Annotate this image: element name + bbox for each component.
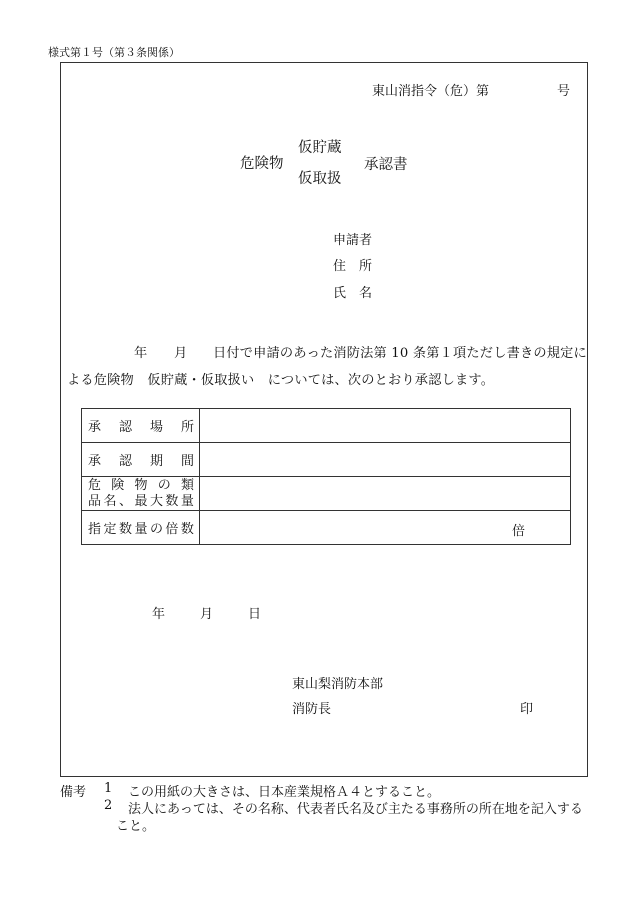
permit-number-prefix: 東山消指令（危）第 <box>372 84 490 99</box>
note-2-number: 2 <box>104 798 113 813</box>
goods-class-value <box>200 477 571 511</box>
date-day: 日 <box>248 607 262 622</box>
body-text-line1: 日付で申請のあった消防法第 10 条第１項ただし書きの規定に <box>213 346 587 361</box>
seal-mark: 印 <box>520 702 534 717</box>
approval-location-value <box>200 409 571 443</box>
note-1-text: この用紙の大きさは、日本産業規格Ａ４とすること。 <box>128 785 441 800</box>
form-number-label: 様式第１号（第３条関係） <box>48 46 180 59</box>
body-text-year: 年 <box>134 346 148 361</box>
body-text-line2: よる危険物 仮貯蔵・仮取扱い については、次のとおり承認します。 <box>67 373 495 388</box>
body-text-month: 月 <box>174 346 188 361</box>
title-approval-document: 承認書 <box>364 157 408 173</box>
date-month: 月 <box>200 607 214 622</box>
approval-period-value <box>200 443 571 477</box>
note-1-number: 1 <box>104 781 113 796</box>
issuer-title: 消防長 <box>292 702 332 717</box>
title-dangerous-goods: 危険物 <box>240 156 284 172</box>
applicant-address-label: 住 所 <box>333 259 373 274</box>
quantity-multiple-unit: 倍 <box>511 524 525 539</box>
date-year: 年 <box>152 607 166 622</box>
applicant-name-label: 氏 名 <box>333 286 373 301</box>
note-2-continuation: こと。 <box>116 819 156 834</box>
note-2-text: 法人にあっては、その名称、代表者氏名及び主たる事務所の所在地を記入する <box>128 802 583 817</box>
applicant-heading: 申請者 <box>333 233 373 248</box>
approval-period-label: 承 認 期 間 <box>82 443 200 477</box>
approval-location-label: 承 認 場 所 <box>82 409 200 443</box>
title-temporary-storage: 仮貯蔵 <box>298 140 342 156</box>
permit-number-suffix: 号 <box>557 84 571 99</box>
issuer-organization: 東山梨消防本部 <box>292 677 384 692</box>
quantity-multiple-label: 指 定 数 量 の 倍 数 <box>82 511 200 545</box>
quantity-multiple-value <box>200 511 571 545</box>
approval-details-table <box>81 408 571 545</box>
table-row <box>82 409 571 443</box>
title-temporary-handling: 仮取扱 <box>298 171 342 187</box>
goods-class-label: 危 険 物 の 類 品 名 、 最 大 数 量 <box>82 477 200 511</box>
table-row <box>82 477 571 511</box>
table-row <box>82 511 571 545</box>
notes-label: 備考 <box>60 785 87 800</box>
table-row <box>82 443 571 477</box>
